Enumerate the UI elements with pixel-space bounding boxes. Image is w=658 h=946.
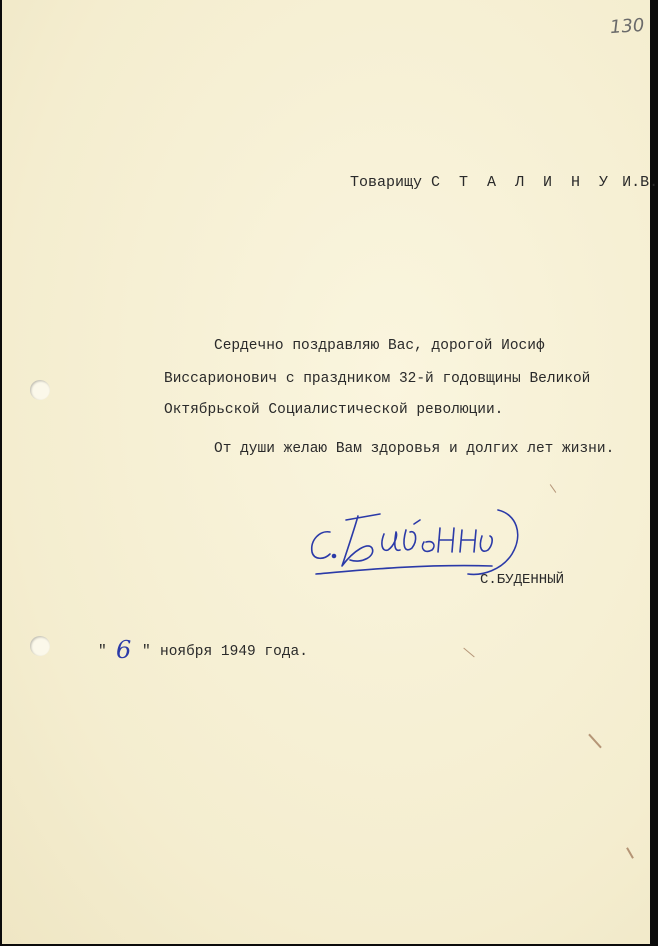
archive-page-number: 130: [609, 14, 646, 39]
addressee-line: [350, 174, 658, 191]
paper-mark: [588, 734, 602, 749]
body-line-3: Октябрьской Социалистической революции.: [164, 402, 504, 418]
punch-hole-top: [30, 380, 50, 400]
date-open-quote: ": [98, 644, 107, 660]
paper-mark: [626, 847, 634, 858]
body-line-2: Виссарионович с праздником 32-й годовщины Великой: [164, 371, 591, 387]
addressee-name: С Т А Л И Н У: [431, 174, 614, 191]
date-close-quote: ": [142, 644, 151, 660]
addressee-initials: И.В.: [622, 174, 658, 191]
paper-mark: [550, 484, 557, 493]
body-line-4: От души желаю Вам здоровья и долгих лет жизни.: [214, 441, 615, 457]
date-day-handwritten: 6: [116, 636, 132, 664]
document-page: [2, 0, 658, 944]
body-line-1: Сердечно поздравляю Вас, дорогой Иосиф: [214, 338, 545, 354]
signer-printed-name: С.БУДЕННЫЙ: [480, 572, 565, 588]
addressee-prefix: Товарищу: [350, 174, 423, 191]
punch-hole-bottom: [30, 636, 50, 656]
paper-mark: [463, 648, 474, 658]
date-month-year: ноября 1949 года.: [160, 644, 308, 660]
